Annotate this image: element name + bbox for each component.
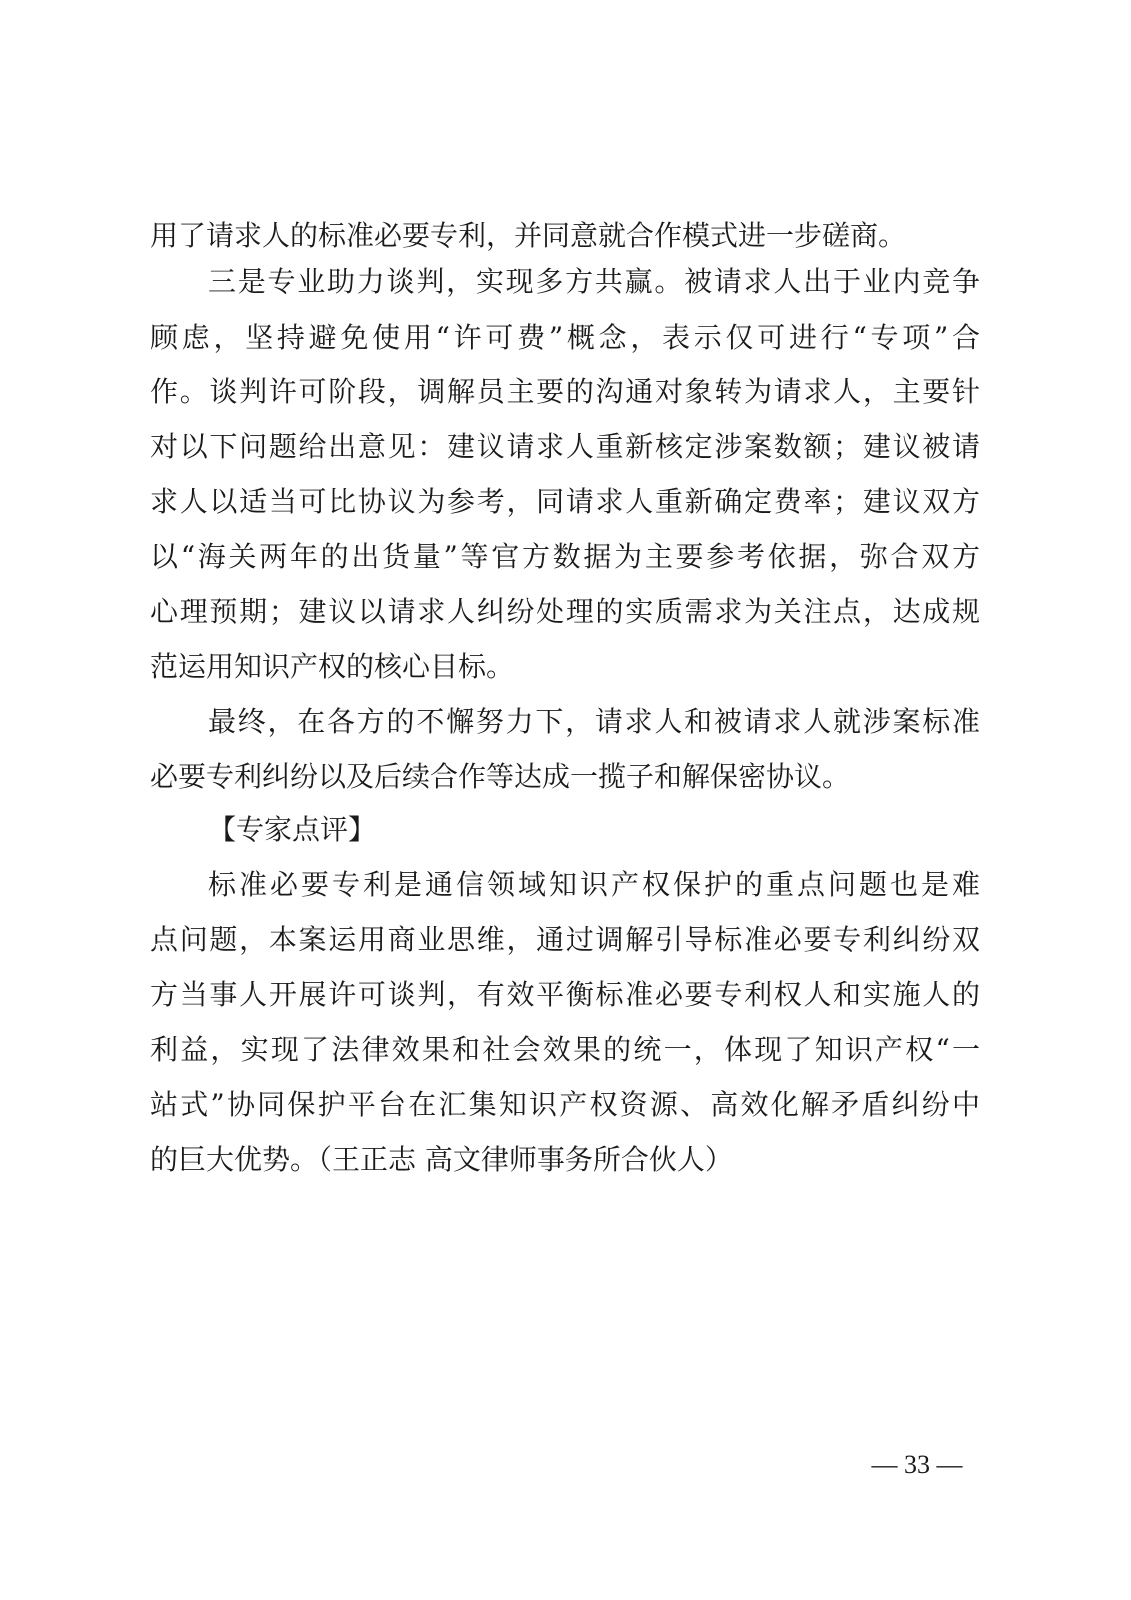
page-number: — 33 — xyxy=(871,1450,963,1479)
paragraph-line: 范运用知识产权的核心目标。 xyxy=(150,650,515,683)
paragraph-line: 三是专业助力谈判，实现多方共赢。被请求人出于业内竞争 xyxy=(208,265,980,298)
expert-comment-line: 的巨大优势。（王正志 高文律师事务所合伙人） xyxy=(150,1143,733,1176)
paragraph-line: 最终，在各方的不懈努力下，请求人和被请求人就涉案标准 xyxy=(208,705,980,738)
paragraph-line: 作。谈判许可阶段，调解员主要的沟通对象转为请求人，主要针 xyxy=(150,375,980,408)
expert-comment-line: 利益，实现了法律效果和社会效果的统一，体现了知识产权“一 xyxy=(150,1033,980,1066)
paragraph-line: 用了请求人的标准必要专利，并同意就合作模式进一步磋商。 xyxy=(150,219,907,252)
expert-comment-line: 标准必要专利是通信领域知识产权保护的重点问题也是难 xyxy=(208,868,980,901)
paragraph-line: 对以下问题给出意见：建议请求人重新核定涉案数额；建议被请 xyxy=(150,430,980,463)
expert-comment-line: 站式”协同保护平台在汇集知识产权资源、高效化解矛盾纠纷中 xyxy=(150,1088,980,1121)
expert-comment-line: 点问题，本案运用商业思维，通过调解引导标准必要专利纠纷双 xyxy=(150,923,980,956)
paragraph-line: 以“海关两年的出货量”等官方数据为主要参考依据，弥合双方 xyxy=(150,540,980,573)
paragraph-line: 心理预期；建议以请求人纠纷处理的实质需求为关注点，达成规 xyxy=(150,595,980,628)
paragraph-line: 求人以适当可比协议为参考，同请求人重新确定费率；建议双方 xyxy=(150,485,980,518)
expert-comment-line: 方当事人开展许可谈判，有效平衡标准必要专利权人和实施人的 xyxy=(150,978,980,1011)
expert-review-heading: 【专家点评】 xyxy=(208,813,377,846)
paragraph-line: 必要专利纠纷以及后续合作等达成一揽子和解保密协议。 xyxy=(150,760,851,793)
paragraph-line: 顾虑，坚持避免使用“许可费”概念，表示仅可进行“专项”合 xyxy=(150,321,980,354)
